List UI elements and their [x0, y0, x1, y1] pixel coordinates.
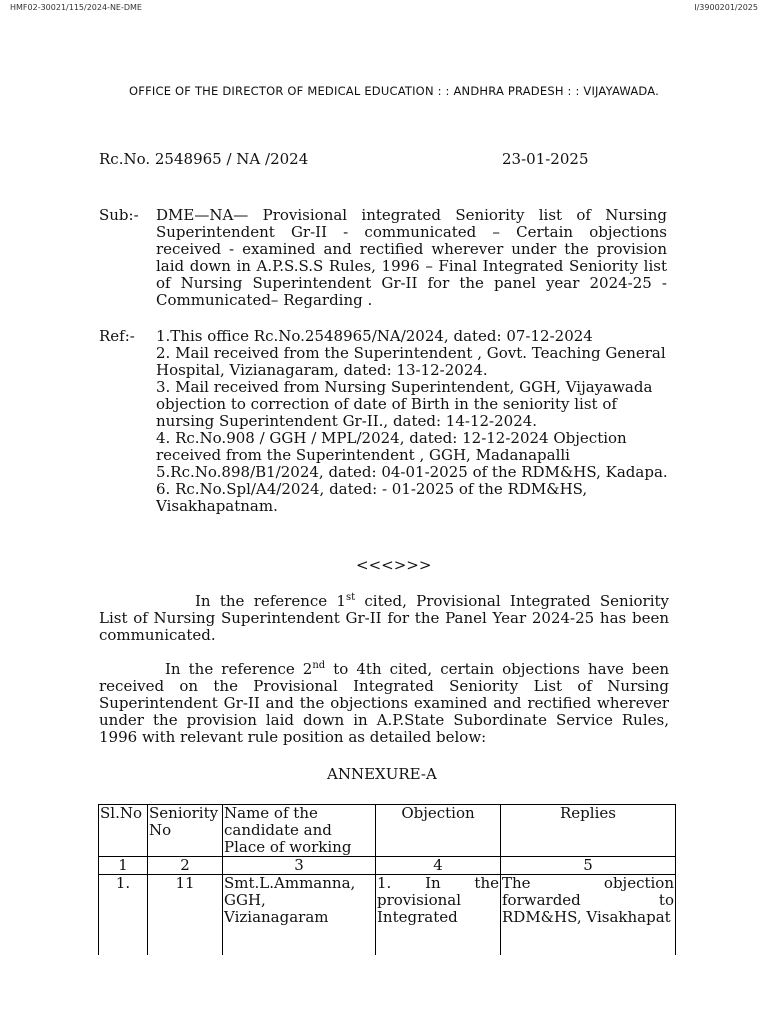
reference-item: 6. Rc.No.Spl/A4/2024, dated: - 01-2025 of the RDM&HS, Visakhapatnam. — [156, 480, 588, 515]
column-header: Sl.No — [99, 805, 148, 857]
table-header-row — [99, 805, 676, 857]
reference-item: 1.This office Rc.No.2548965/NA/2024, dated: 07-12-2024 — [156, 327, 593, 345]
paragraph-2-start: In the reference 2 — [165, 660, 313, 678]
reference-item: 3. Mail received from Nursing Superintendent, GGH, Vijayawada objection to correction of date of Birth in the seniority list of nursing Superintendent Gr-II., dated: 14-12-2024. — [156, 378, 653, 430]
document-id-left: HMF02-30021/115/2024-NE-DME — [10, 3, 142, 12]
objection-cell: 1. In the provisional Integrated — [376, 875, 501, 956]
office-heading: OFFICE OF THE DIRECTOR OF MEDICAL EDUCATION : : ANDHRA PRADESH : : VIJAYAWADA. — [129, 84, 659, 98]
reference-item: 5.Rc.No.898/B1/2024, dated: 04-01-2025 of the RDM&HS, Kadapa. — [156, 463, 668, 481]
column-header: Objection — [376, 805, 501, 857]
document-id-right: I/3900201/2025 — [694, 3, 758, 12]
paragraph-1 — [99, 593, 669, 644]
column-header: Name of the candidate and Place of working — [223, 805, 376, 857]
column-number: 5 — [501, 857, 676, 875]
subject-text: DME—NA— Provisional integrated Seniority list of Nursing Superintendent Gr-II - communicated – Certain objections received - examined and rectified wherever under the provision laid down in A.P.S.S.S Rules, 1996 – Final Integrated Seniority list of Nursing Superintendent Gr-II for the panel year 2024-25 - Communicated– Regarding . — [156, 206, 667, 309]
table-row — [99, 875, 676, 956]
sl-no-cell: 1. — [99, 875, 148, 956]
column-number: 1 — [99, 857, 148, 875]
reference-number: Rc.No. 2548965 / NA /2024 — [99, 150, 309, 168]
reply-cell: The objection forwarded to RDM&HS, Visakhapat — [501, 875, 676, 956]
section-separator: <<<>>> — [356, 556, 432, 574]
references-list — [156, 328, 676, 515]
paragraph-1-start: In the reference 1 — [195, 592, 346, 610]
column-number: 4 — [376, 857, 501, 875]
paragraph-1-rest: cited, Provisional Integrated Seniority List of Nursing Superintendent Gr-II for the Panel Year 2024-25 has been communicated. — [99, 592, 669, 644]
paragraph-2-sup: nd — [312, 660, 326, 671]
annexure-title: ANNEXURE-A — [327, 765, 437, 783]
column-header: Seniority No — [148, 805, 223, 857]
column-number: 2 — [148, 857, 223, 875]
subject-label: Sub:- — [99, 206, 139, 224]
reference-item: 2. Mail received from the Superintendent , Govt. Teaching General Hospital, Vizianagaram, dated: 13-12-2024. — [156, 344, 666, 379]
column-header: Replies — [501, 805, 676, 857]
reference-item: 4. Rc.No.908 / GGH / MPL/2024, dated: 12-12-2024 Objection received from the Superintendent , GGH, Madanapalli — [156, 429, 627, 464]
table-numbering-row — [99, 857, 676, 875]
annexure-table — [98, 804, 676, 955]
column-number: 3 — [223, 857, 376, 875]
paragraph-2 — [99, 661, 669, 746]
seniority-cell: 11 — [148, 875, 223, 956]
references-label: Ref:- — [99, 327, 135, 345]
paragraph-2-rest: to 4th cited, certain objections have been received on the Provisional Integrated Seniority List of Nursing Superintendent Gr-II and the objections examined and rectified wherever under the provision laid down in A.P.State Subordinate Service Rules, 1996 with relevant rule position as detailed below: — [99, 660, 669, 746]
candidate-cell: Smt.L.Ammanna, GGH, Vizianagaram — [223, 875, 376, 956]
document-date: 23-01-2025 — [502, 150, 589, 168]
paragraph-1-sup: st — [345, 592, 356, 603]
